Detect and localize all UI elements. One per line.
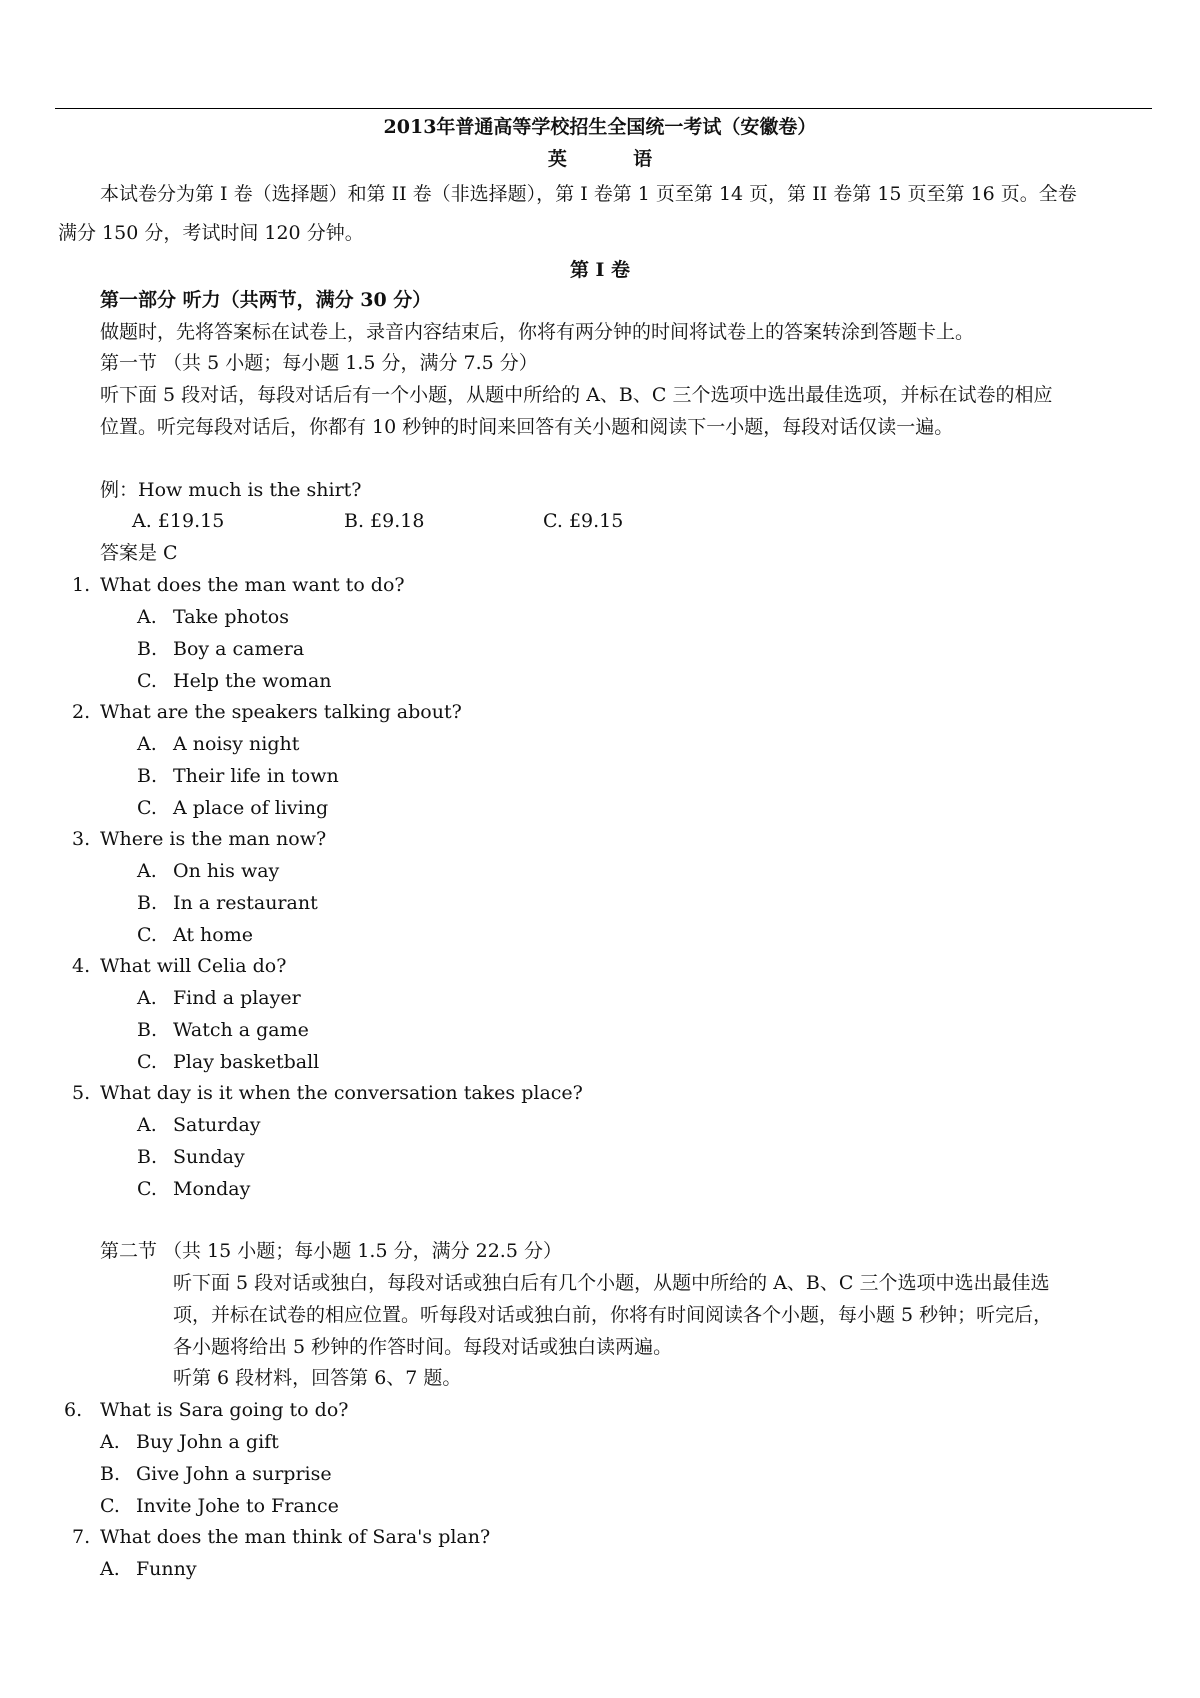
option-letter: A. — [137, 733, 157, 755]
option-text: Give John a surprise — [136, 1463, 332, 1485]
option-letter: B. — [137, 1019, 158, 1041]
option-letter: C. — [100, 1495, 120, 1517]
option-text: Boy a camera — [173, 638, 305, 660]
question-number: 3. — [72, 828, 91, 850]
option-text: Buy John a gift — [136, 1431, 279, 1453]
intro-line-2: 满分 150 分，考试时间 120 分钟。 — [58, 222, 364, 244]
exam-title: 2013年普通高等学校招生全国统一考试（安徽卷） — [383, 116, 817, 138]
question-number: 5. — [72, 1082, 91, 1104]
option-text: Play basketball — [173, 1051, 320, 1073]
question-text: What does the man want to do? — [100, 574, 405, 596]
option-letter: A. — [137, 606, 157, 628]
section2-instruction-2: 项，并标在试卷的相应位置。听每段对话或独白前，你将有时间阅读各个小题，每小题 5 秒钟；听完后， — [173, 1304, 1053, 1326]
part1-title: 第一部分 听力（共两节，满分 30 分） — [100, 289, 432, 311]
section2-instruction-3: 各小题将给出 5 秒钟的作答时间。每段对话或独白读两遍。 — [173, 1336, 673, 1358]
question-number: 1. — [72, 574, 91, 596]
section1-title: 第一节 （共 5 小题；每小题 1.5 分，满分 7.5 分） — [100, 352, 538, 374]
option-text: Take photos — [173, 606, 289, 628]
option-text: Watch a game — [173, 1019, 309, 1041]
option-text: Sunday — [173, 1146, 245, 1168]
option-letter: A. — [100, 1431, 120, 1453]
option-text: Invite Johe to France — [136, 1495, 339, 1517]
top-rule — [55, 108, 1152, 109]
option-letter: B. — [137, 892, 158, 914]
option-letter: A. — [137, 1114, 157, 1136]
option-text: On his way — [173, 860, 280, 882]
question-text: What is Sara going to do? — [100, 1399, 349, 1421]
section1-instruction-1: 听下面 5 段对话，每段对话后有一个小题，从题中所给的 A、B、C 三个选项中选出最佳选项，并标在试卷的相应 — [100, 384, 1053, 406]
option-letter: C. — [137, 1051, 157, 1073]
question-text: What does the man think of Sara's plan? — [100, 1526, 491, 1548]
option-letter: A. — [137, 860, 157, 882]
option-text: In a restaurant — [173, 892, 318, 914]
option-letter: C. — [137, 1178, 157, 1200]
option-letter: B. — [137, 1146, 158, 1168]
section1-instruction-2: 位置。听完每段对话后，你都有 10 秒钟的时间来回答有关小题和阅读下一小题，每段对话仅读一遍。 — [100, 416, 954, 438]
option-text: Monday — [173, 1178, 251, 1200]
example-question: 例：How much is the shirt? — [100, 479, 362, 501]
part1-instruction: 做题时，先将答案标在试卷上，录音内容结束后，你将有两分钟的时间将试卷上的答案转涂到答题卡上。 — [100, 321, 975, 343]
option-letter: C. — [137, 797, 157, 819]
option-text: Find a player — [173, 987, 301, 1009]
option-text: Help the woman — [173, 670, 332, 692]
option-text: A place of living — [173, 797, 329, 819]
section2-title: 第二节 （共 15 小题；每小题 1.5 分，满分 22.5 分） — [100, 1240, 562, 1262]
option-text: Saturday — [173, 1114, 261, 1136]
option-text: A noisy night — [173, 733, 300, 755]
option-text: Funny — [136, 1558, 197, 1580]
option-letter: B. — [137, 765, 158, 787]
section2-instruction-1: 听下面 5 段对话或独白，每段对话或独白后有几个小题，从题中所给的 A、B、C 三个选项中选出最佳选 — [173, 1272, 1050, 1294]
question-number: 7. — [72, 1526, 91, 1548]
option-letter: A. — [137, 987, 157, 1009]
option-letter: A. — [100, 1558, 120, 1580]
question-text: What day is it when the conversation takes place? — [100, 1082, 583, 1104]
section2-material-note: 听第 6 段材料，回答第 6、7 题。 — [173, 1367, 462, 1389]
question-number: 6. — [64, 1399, 83, 1421]
question-text: What are the speakers talking about? — [100, 701, 462, 723]
example-option-b: B. £9.18 — [344, 510, 425, 532]
example-option-a: A. £19.15 — [132, 510, 225, 532]
question-number: 4. — [72, 955, 91, 977]
question-number: 2. — [72, 701, 91, 723]
intro-line-1: 本试卷分为第 I 卷（选择题）和第 II 卷（非选择题），第 I 卷第 1 页至第 14 页，第 II 卷第 15 页至第 16 页。全卷 — [100, 183, 1077, 205]
option-text: At home — [173, 924, 253, 946]
subject-title: 英 语 — [547, 148, 653, 170]
option-letter: C. — [137, 924, 157, 946]
option-letter: C. — [137, 670, 157, 692]
question-text: What will Celia do? — [100, 955, 287, 977]
question-text: Where is the man now? — [100, 828, 327, 850]
option-letter: B. — [100, 1463, 121, 1485]
example-answer: 答案是 C — [100, 542, 178, 564]
volume-title: 第 I 卷 — [569, 259, 631, 281]
option-letter: B. — [137, 638, 158, 660]
example-option-c: C. £9.15 — [543, 510, 624, 532]
option-text: Their life in town — [173, 765, 339, 787]
